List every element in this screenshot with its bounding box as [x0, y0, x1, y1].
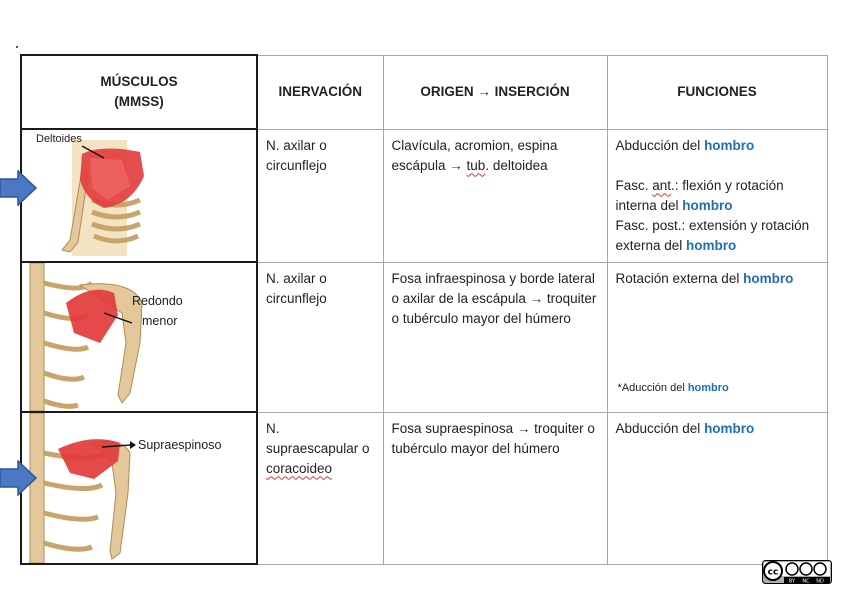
supraespinoso-image-cell [21, 412, 257, 564]
col-header-inervacion: INERVACIÓN [257, 55, 383, 129]
redondo-image-cell [21, 262, 257, 412]
origen-cell: Clavícula, acromion, espina escápula → tub. deltoidea [383, 129, 607, 262]
inervacion-cell: N. supraescapular o coracoideo [257, 412, 383, 564]
table-row [21, 129, 827, 262]
svg-text:NC: NC [802, 578, 810, 584]
redondo-label-2: menor [142, 314, 178, 328]
funciones-cell: Abducción del hombro Fasc. ant.: flexión y rotación interna del hombro Fasc. post.: extensión y rotación externa del hombro [607, 129, 827, 262]
pointer-arrow-icon [0, 170, 38, 206]
origen-cell: Fosa supraespinosa → troquiter o tubérculo mayor del húmero [383, 412, 607, 564]
funciones-cell: Rotación externa del hombro *Aducción del hombro [607, 262, 827, 412]
redondo-illustration [22, 263, 256, 411]
inervacion-cell: N. axilar o circunflejo [257, 129, 383, 262]
deltoides-label: Deltoides [36, 133, 82, 145]
col-header-funciones: FUNCIONES [607, 55, 827, 129]
supraspinatus-muscle [58, 439, 120, 479]
col-header-origen: ORIGEN → INSERCIÓN [383, 55, 607, 129]
inervacion-cell: N. axilar o circunflejo [257, 262, 383, 412]
redondo-label-1: Redondo [132, 294, 183, 308]
note: *Aducción del hombro [617, 381, 729, 394]
origen-cell: Fosa infraespinosa y borde lateral o axilar de la escápula → troquiter o tubérculo mayor del húmero [383, 262, 607, 412]
svg-text:BY: BY [788, 578, 796, 584]
cc-badge-text: cc [767, 567, 779, 578]
teres-minor-muscle [66, 290, 118, 343]
deltoides-image-cell [21, 129, 257, 262]
title-line2: (MMSS) [114, 94, 164, 109]
title-cell [21, 55, 257, 129]
table-row [21, 412, 827, 564]
creative-commons-license-icon [762, 560, 832, 584]
muscles-table [20, 54, 828, 565]
table-row [21, 262, 827, 412]
funciones-cell: Abducción del hombro [607, 412, 827, 564]
spine [30, 263, 44, 411]
stray-dot [16, 46, 18, 48]
supraespinoso-label: Supraespinoso [138, 438, 222, 452]
svg-text:ND: ND [816, 578, 824, 584]
title-line1: MÚSCULOS [100, 74, 178, 89]
header-row [21, 55, 827, 129]
pointer-arrow-icon [0, 460, 38, 496]
